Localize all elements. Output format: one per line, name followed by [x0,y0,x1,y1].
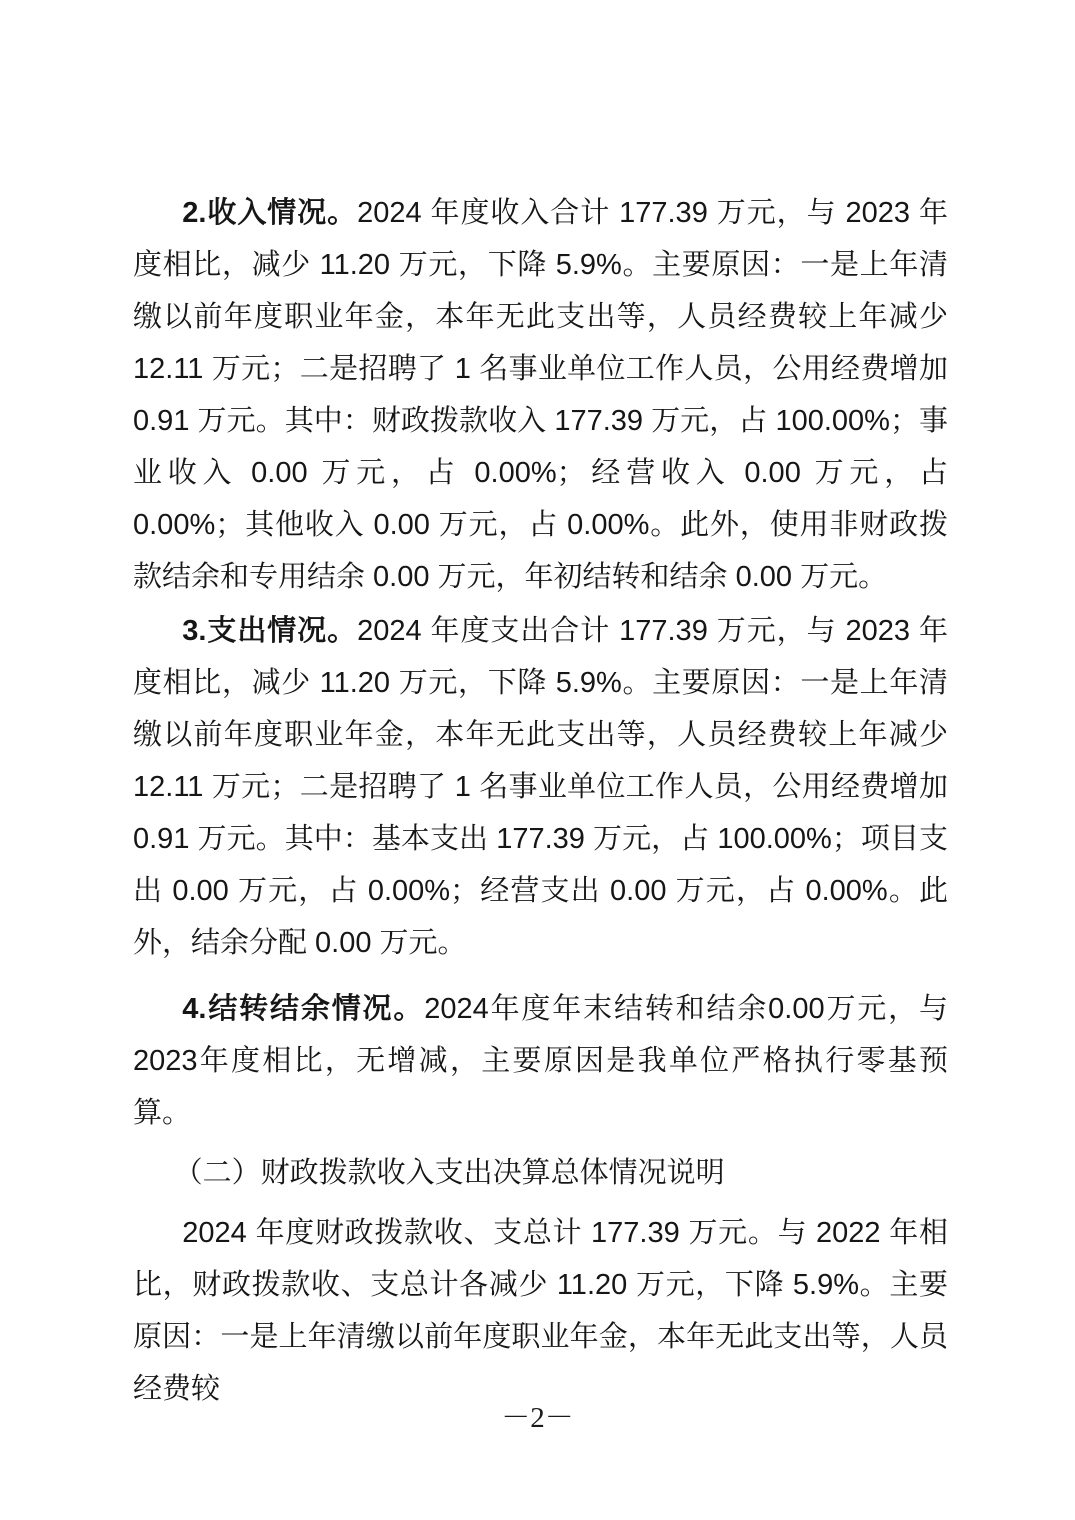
paragraph-income-lead: 2.收入情况。 [182,197,358,229]
paragraph-expenditure-text: 2024 年度支出合计 177.39 万元，与 2023 年度相比，减少 11.20 万元，下降 5.9%。主要原因：一是上年清缴以前年度职业年金，本年无此支出等，人员经费较上年减少 12.11 万元；二是招聘了 1 名事业单位工作人员，公用经费增加 0.91 万元。其中：基本支出 177.39 万元，占 100.00%；项目支出 0.00 万元，占 0.00%；经营支出 0.00 万元，占 0.00%。此外，结余分配 0.00 万元。 [133,615,949,959]
paragraph-expenditure [133,605,948,969]
paragraph-carryover [133,983,948,1139]
document-body [133,187,948,1415]
paragraph-expenditure-lead: 3.支出情况。 [182,615,358,647]
page-footer [0,1398,1075,1438]
section-heading-text: （二）财政拨款收入支出决算总体情况说明 [173,1157,725,1189]
paragraph-income [133,187,948,603]
paragraph-carryover-text: 2024年度年末结转和结余0.00万元，与2023年度相比，无增减，主要原因是我单位严格执行零基预算。 [133,993,948,1129]
paragraph-income-text: 2024 年度收入合计 177.39 万元，与 2023 年度相比，减少 11.20 万元，下降 5.9%。主要原因：一是上年清缴以前年度职业年金，本年无此支出等，人员经费较上年减少 12.11 万元；二是招聘了 1 名事业单位工作人员，公用经费增加 0.91 万元。其中：财政拨款收入 177.39 万元，占 100.00%；事业收入 0.00 万元，占 0.00%；经营收入 0.00 万元，占 0.00%；其他收入 0.00 万元，占 0.00%。此外，使用非财政拨款结余和专用结余 0.00 万元，年初结转和结余 0.00 万元。 [133,197,949,593]
page-number: －2－ [501,1402,574,1434]
paragraph-carryover-lead: 4.结转结余情况。 [182,993,425,1025]
section-heading-fiscal-appropriation [133,1147,948,1199]
paragraph-fiscal-total-text: 2024 年度财政拨款收、支总计 177.39 万元。与 2022 年相比，财政拨款收、支总计各减少 11.20 万元，下降 5.9%。主要原因：一是上年清缴以前年度职业年金，本年无此支出等，人员经费较 [133,1217,948,1405]
paragraph-fiscal-total [133,1207,948,1415]
